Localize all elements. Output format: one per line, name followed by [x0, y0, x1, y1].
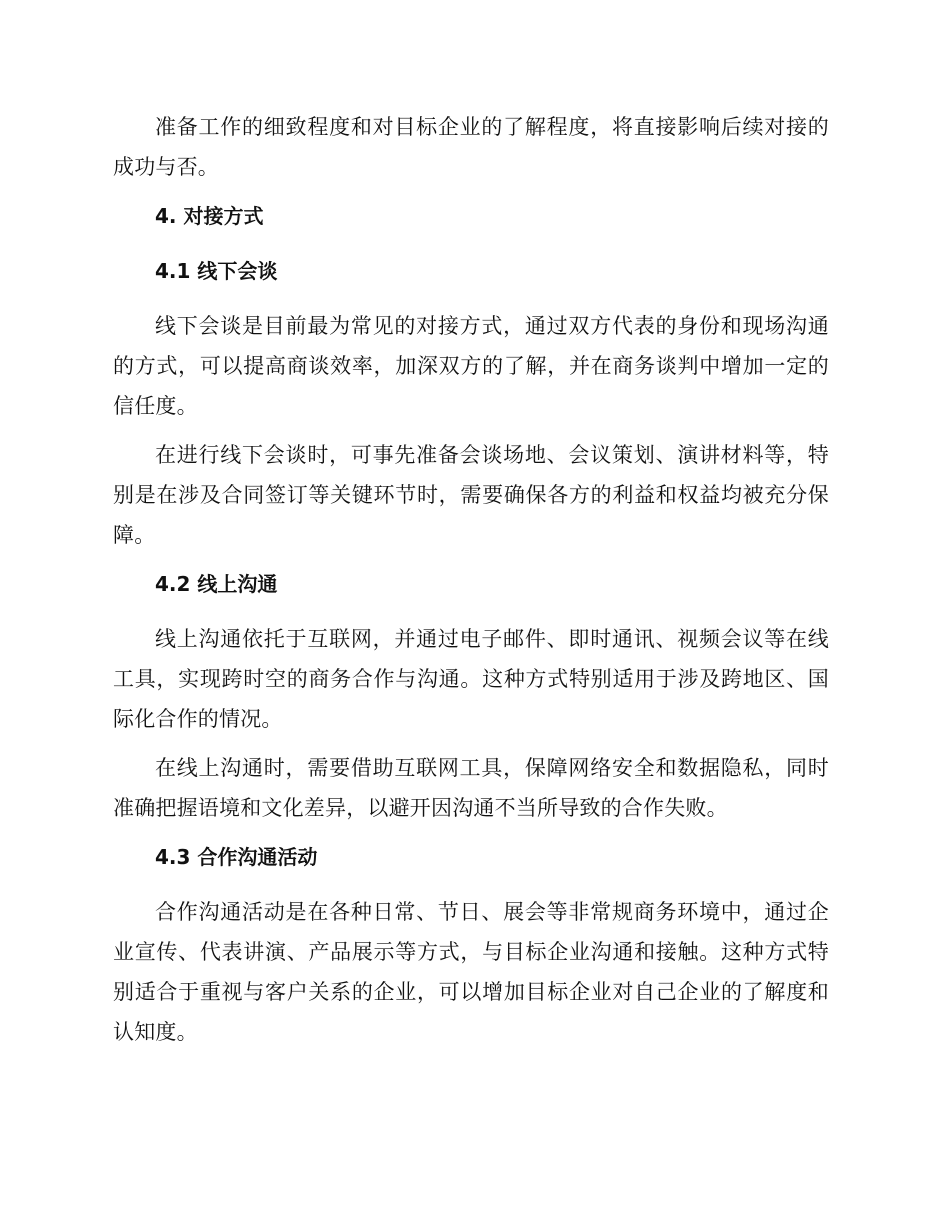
- section-4-3-heading: 4.3 合作沟通活动: [155, 845, 318, 869]
- section-4-1-paragraph-1: 线下会谈是目前最为常见的对接方式，通过双方代表的身份和现场沟通的方式，可以提高商谈效率，加深双方的了解，并在商务谈判中增加一定的信任度。: [113, 314, 829, 418]
- section-4-1-heading: 4.1 线下会谈: [155, 259, 278, 283]
- section-4-2-paragraph-2: 在线上沟通时，需要借助互联网工具，保障网络安全和数据隐私，同时准确把握语境和文化差异，以避开因沟通不当所导致的合作失败。: [113, 756, 829, 820]
- section-4-2-paragraph-1: 线上沟通依托于互联网，并通过电子邮件、即时通讯、视频会议等在线工具，实现跨时空的商务合作与沟通。这种方式特别适用于涉及跨地区、国际化合作的情况。: [113, 627, 829, 731]
- section-4-3-paragraph-1: 合作沟通活动是在各种日常、节日、展会等非常规商务环境中，通过企业宣传、代表讲演、产品展示等方式，与目标企业沟通和接触。这种方式特别适合于重视与客户关系的企业，可以增加目标企业对自己企业的了解度和认知度。: [113, 900, 829, 1044]
- section-4-2-heading: 4.2 线上沟通: [155, 572, 278, 596]
- document-body: [113, 107, 829, 1061]
- intro-paragraph: 准备工作的细致程度和对目标企业的了解程度，将直接影响后续对接的成功与否。: [113, 115, 829, 179]
- section-4-1-paragraph-2: 在进行线下会谈时，可事先准备会谈场地、会议策划、演讲材料等，特别是在涉及合同签订等关键环节时，需要确保各方的利益和权益均被充分保障。: [113, 443, 829, 547]
- section-4-heading: 4. 对接方式: [155, 204, 264, 228]
